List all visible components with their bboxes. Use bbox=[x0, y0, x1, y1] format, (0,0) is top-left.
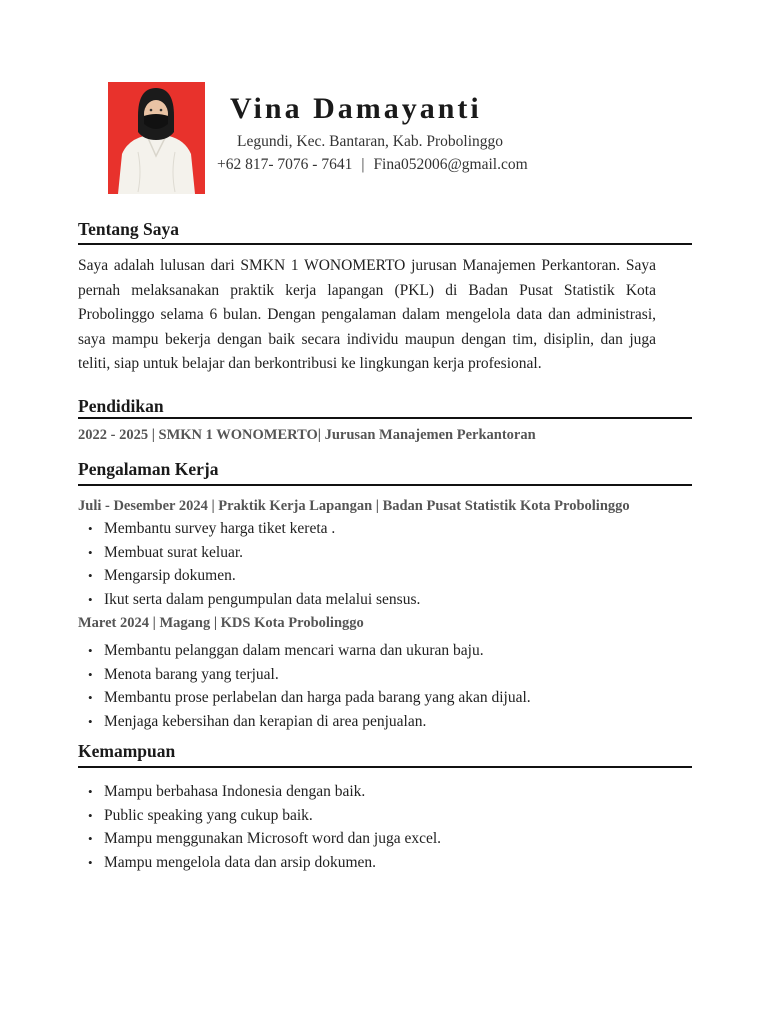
list-item bbox=[88, 663, 531, 687]
bullet-icon: • bbox=[88, 854, 93, 870]
list-item bbox=[88, 517, 420, 541]
list-item-text: Mengarsip dokumen. bbox=[104, 567, 236, 585]
job-duties-list bbox=[88, 517, 420, 611]
bullet-icon: • bbox=[88, 831, 93, 847]
bullet-icon: • bbox=[88, 784, 93, 799]
list-item bbox=[88, 710, 531, 734]
list-item bbox=[88, 851, 441, 875]
list-item bbox=[88, 804, 441, 828]
list-item bbox=[88, 686, 531, 710]
list-item-text: Mampu menggunakan Microsoft word dan juga excel. bbox=[104, 830, 442, 848]
list-item bbox=[88, 588, 420, 612]
job-heading: Juli - Desember 2024 | Praktik Kerja Lapangan | Badan Pusat Statistik Kota Probolinggo bbox=[78, 498, 630, 514]
contact-line bbox=[217, 156, 528, 174]
list-item-text: Membantu survey harga tiket kereta . bbox=[104, 520, 336, 537]
email-address: Fina052006@gmail.com bbox=[373, 156, 528, 173]
list-item-text: Menjaga kebersihan dan kerapian di area penjualan. bbox=[104, 712, 427, 730]
phone-number: +62 817- 7076 - 7641 bbox=[217, 156, 353, 173]
education-entry: 2022 - 2025 | SMKN 1 WONOMERTO| Jurusan Manajemen Perkantoran bbox=[78, 427, 536, 443]
address: Legundi, Kec. Bantaran, Kab. Probolinggo bbox=[237, 133, 504, 150]
list-item-text: Membantu pelanggan dalam mencari warna dan ukuran baju. bbox=[104, 642, 484, 659]
list-item bbox=[88, 780, 441, 804]
contact-separator: | bbox=[361, 156, 365, 173]
section-divider bbox=[78, 484, 692, 486]
section-divider bbox=[78, 766, 692, 768]
section-divider bbox=[78, 417, 692, 419]
list-item-text: Membuat surat keluar. bbox=[104, 543, 244, 561]
person-portrait-illustration bbox=[108, 82, 205, 194]
about-paragraph: Saya adalah lulusan dari SMKN 1 WONOMERTO jurusan Manajemen Perkantoran. Saya pernah melaksanakan praktik kerja lapangan (PKL) di Badan Pusat Statistik Kota Probolinggo selama 6 bulan. Dengan pengalaman dalam mengelola data dan administrasi, saya mampu bekerja dengan baik secara individu maupun dengan tim, disiplin, dan juga teliti, siap untuk belajar dan berkontribusi ke lingkungan kerja profesional. bbox=[78, 257, 656, 373]
section-title-skills: Kemampuan bbox=[78, 741, 176, 761]
bullet-icon: • bbox=[88, 521, 93, 536]
bullet-icon: • bbox=[88, 807, 93, 823]
job-heading: Maret 2024 | Magang | KDS Kota Probolinggo bbox=[78, 615, 364, 631]
candidate-name: Vina Damayanti bbox=[230, 92, 482, 125]
list-item-text: Public speaking yang cukup baik. bbox=[104, 806, 313, 824]
job-duties-list bbox=[88, 639, 531, 733]
list-item-text: Ikut serta dalam pengumpulan data melalui sensus. bbox=[104, 590, 421, 608]
bullet-icon: • bbox=[88, 568, 93, 584]
bullet-icon: • bbox=[88, 544, 93, 560]
section-title-education: Pendidikan bbox=[78, 396, 164, 416]
list-item bbox=[88, 541, 420, 565]
bullet-icon: • bbox=[88, 690, 93, 706]
list-item-text: Mampu mengelola data dan arsip dokumen. bbox=[104, 853, 377, 871]
list-item bbox=[88, 827, 441, 851]
section-title-about: Tentang Saya bbox=[78, 219, 179, 239]
list-item bbox=[88, 564, 420, 588]
bullet-icon: • bbox=[88, 666, 93, 682]
section-divider bbox=[78, 243, 692, 245]
skills-list bbox=[88, 780, 441, 874]
list-item-text: Membantu prose perlabelan dan harga pada barang yang akan dijual. bbox=[104, 689, 531, 707]
bullet-icon: • bbox=[88, 713, 93, 729]
section-title-experience: Pengalaman Kerja bbox=[78, 459, 219, 479]
list-item-text: Menota barang yang terjual. bbox=[104, 665, 279, 683]
bullet-icon: • bbox=[88, 643, 93, 658]
profile-photo bbox=[108, 82, 205, 194]
list-item-text: Mampu berbahasa Indonesia dengan baik. bbox=[104, 783, 366, 800]
list-item bbox=[88, 639, 531, 663]
bullet-icon: • bbox=[88, 591, 93, 607]
